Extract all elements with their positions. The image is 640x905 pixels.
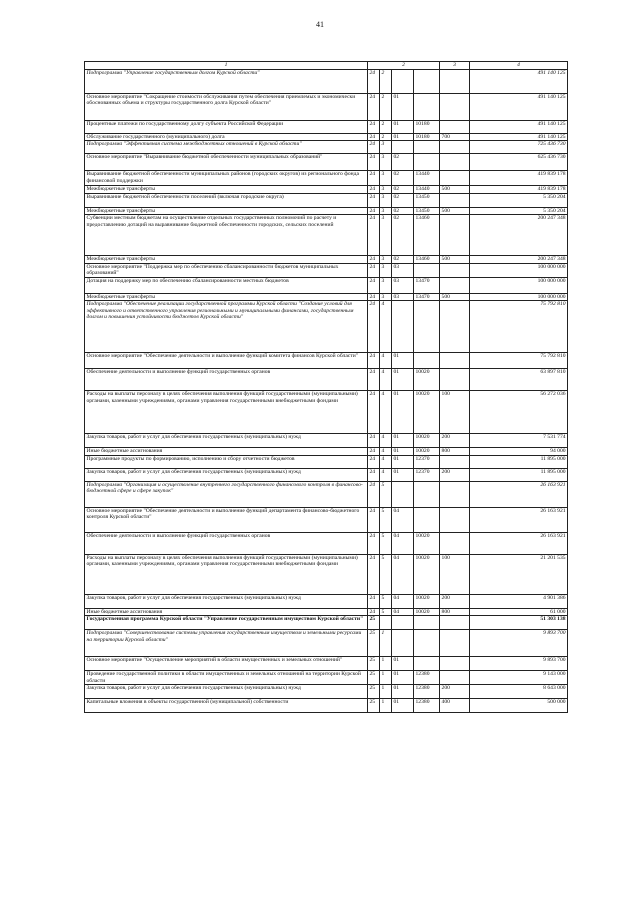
row-subprogram-code: 3: [380, 171, 392, 186]
row-name-cell: Закупка товаров, работ и услуг для обеспечения государственных (муниципальных) нужд: [85, 685, 368, 699]
row-sum-cell: 100 000 000: [470, 293, 568, 301]
row-name-cell: Межбюджетные трансферты: [85, 207, 368, 215]
row-subprogram-code: [380, 616, 392, 630]
row-sum-cell: 5 350 204: [470, 193, 568, 207]
page-number: 41: [316, 20, 324, 29]
row-name-cell: Основное мероприятие "Осуществление мероприятий в области имущественных и земельных отношений": [85, 657, 368, 671]
table-row: [85, 657, 568, 671]
row-expense-type-code: [440, 630, 470, 657]
table-row: [85, 93, 568, 120]
row-sum-cell: 94 000: [470, 448, 568, 456]
row-subprogram-code: 4: [380, 448, 392, 456]
row-sum-cell: 100 000 000: [470, 263, 568, 277]
row-program-code: 24: [368, 263, 380, 277]
row-program-code: 24: [368, 353, 380, 369]
table-row: [85, 193, 568, 207]
table-row: [85, 455, 568, 468]
row-direction-code: 01: [392, 685, 414, 699]
row-subprogram-code: 4: [380, 301, 392, 353]
table-row: [85, 532, 568, 554]
row-program-code: 24: [368, 171, 380, 186]
row-program-code: 25: [368, 630, 380, 657]
row-expense-code: 13460: [414, 256, 440, 264]
row-sum-cell: 419 839 178: [470, 186, 568, 194]
row-sum-cell: 8 643 000: [470, 685, 568, 699]
row-subprogram-code: 4: [380, 391, 392, 434]
row-sum-cell: 21 201 535: [470, 554, 568, 594]
row-expense-type-code: 200: [440, 434, 470, 448]
row-expense-type-code: [440, 263, 470, 277]
row-direction-code: 01: [392, 369, 414, 391]
table-row: [85, 616, 568, 630]
row-direction-code: 01: [392, 434, 414, 448]
row-subprogram-code: 5: [380, 481, 392, 507]
row-program-code: 25: [368, 657, 380, 671]
table-row: [85, 448, 568, 456]
row-sum-cell: 56 272 036: [470, 391, 568, 434]
row-name-cell: Закупка товаров, работ и услуг для обеспечения государственных (муниципальных) нужд: [85, 594, 368, 608]
table-row: [85, 671, 568, 685]
header-col-2: 2: [368, 62, 440, 70]
row-direction-code: 02: [392, 171, 414, 186]
row-direction-code: 01: [392, 448, 414, 456]
row-expense-type-code: 800: [440, 448, 470, 456]
row-direction-code: 03: [392, 293, 414, 301]
row-direction-code: 01: [392, 657, 414, 671]
row-sum-cell: 9 143 000: [470, 671, 568, 685]
row-expense-type-code: 500: [440, 256, 470, 264]
row-subprogram-code: 3: [380, 154, 392, 171]
row-expense-type-code: [440, 193, 470, 207]
row-expense-code: [414, 630, 440, 657]
row-sum-cell: 26 163 921: [470, 481, 568, 507]
table-row: [85, 133, 568, 141]
row-expense-type-code: [440, 120, 470, 133]
row-expense-type-code: [440, 507, 470, 532]
row-expense-code: 12370: [414, 468, 440, 481]
row-expense-type-code: 200: [440, 685, 470, 699]
row-direction-code: [392, 301, 414, 353]
row-program-code: 24: [368, 133, 380, 141]
row-direction-code: 01: [392, 353, 414, 369]
row-name-cell: Межбюджетные трансферты: [85, 186, 368, 194]
row-direction-code: 03: [392, 263, 414, 277]
row-expense-type-code: [440, 93, 470, 120]
row-subprogram-code: 4: [380, 468, 392, 481]
row-direction-code: 04: [392, 554, 414, 594]
row-direction-code: 01: [392, 699, 414, 713]
row-direction-code: [392, 69, 414, 93]
row-expense-type-code: [440, 532, 470, 554]
table-row: [85, 207, 568, 215]
row-sum-cell: 61 000: [470, 608, 568, 616]
row-subprogram-code: 5: [380, 507, 392, 532]
row-name-cell: Дотация на поддержку мер по обеспечению сбалансированности местных бюджетов: [85, 277, 368, 293]
table-row: [85, 293, 568, 301]
row-expense-code: 12370: [414, 455, 440, 468]
row-expense-type-code: [440, 141, 470, 154]
row-direction-code: 01: [392, 120, 414, 133]
row-program-code: 24: [368, 608, 380, 616]
row-expense-type-code: [440, 616, 470, 630]
row-subprogram-code: 3: [380, 193, 392, 207]
row-direction-code: 03: [392, 277, 414, 293]
row-name-cell: Капитальные вложения в объекты государственной (муниципальной) собственности: [85, 699, 368, 713]
row-name-cell: Программные продукты по формированию, исполнению и сбору отчетности бюджетов: [85, 455, 368, 468]
row-program-code: 24: [368, 468, 380, 481]
row-expense-code: 10180: [414, 120, 440, 133]
table-row: [85, 507, 568, 532]
row-expense-code: [414, 154, 440, 171]
row-name-cell: Подпрограмма "Организация и осуществление внутреннего государственного финансового контроля в финансово-бюджетной сфере и сфере закупок": [85, 481, 368, 507]
row-expense-code: 13470: [414, 293, 440, 301]
row-expense-code: 13440: [414, 186, 440, 194]
row-subprogram-code: 4: [380, 369, 392, 391]
row-expense-code: 10020: [414, 369, 440, 391]
row-subprogram-code: 1: [380, 657, 392, 671]
row-expense-code: 10180: [414, 133, 440, 141]
row-expense-type-code: 700: [440, 133, 470, 141]
row-expense-type-code: 200: [440, 594, 470, 608]
row-direction-code: [392, 616, 414, 630]
row-subprogram-code: 3: [380, 141, 392, 154]
row-program-code: 24: [368, 141, 380, 154]
table-row: [85, 391, 568, 434]
header-col-3: 3: [440, 62, 470, 70]
table-header-row: [85, 62, 568, 70]
row-expense-type-code: 100: [440, 391, 470, 434]
table-row: [85, 481, 568, 507]
row-name-cell: Проведение государственной политики в области имущественных и земельных отношений на территории Курской области: [85, 671, 368, 685]
table-row: [85, 630, 568, 657]
row-program-code: 25: [368, 699, 380, 713]
row-expense-code: 12380: [414, 699, 440, 713]
row-name-cell: Межбюджетные трансферты: [85, 256, 368, 264]
row-name-cell: Иные бюджетные ассигнования: [85, 608, 368, 616]
row-expense-code: 13470: [414, 277, 440, 293]
row-expense-code: [414, 93, 440, 120]
row-subprogram-code: 4: [380, 455, 392, 468]
table-row: [85, 263, 568, 277]
row-sum-cell: 200 247 348: [470, 215, 568, 256]
row-name-cell: Основное мероприятие "Поддержка мер по обеспечению сбалансированности бюджетов муниципальных образований": [85, 263, 368, 277]
table-row: [85, 369, 568, 391]
row-name-cell: Процентные платежи по государственному долгу субъекта Российской Федерации: [85, 120, 368, 133]
row-name-cell: Расходы на выплаты персоналу в целях обеспечения выполнения функций государственными (муниципальными) органами, казенными учреждениями, органами управления государственными внебюджетными фондами: [85, 391, 368, 434]
row-subprogram-code: 2: [380, 133, 392, 141]
row-subprogram-code: 4: [380, 353, 392, 369]
row-sum-cell: 491 140 125: [470, 93, 568, 120]
row-expense-code: 13440: [414, 171, 440, 186]
row-expense-type-code: [440, 657, 470, 671]
row-sum-cell: 75 792 810: [470, 353, 568, 369]
row-subprogram-code: 3: [380, 215, 392, 256]
table-row: [85, 120, 568, 133]
row-expense-type-code: [440, 69, 470, 93]
row-sum-cell: 26 163 921: [470, 532, 568, 554]
table-row: [85, 277, 568, 293]
row-expense-code: 10020: [414, 434, 440, 448]
row-expense-code: 13460: [414, 215, 440, 256]
row-program-code: 24: [368, 434, 380, 448]
row-subprogram-code: 5: [380, 554, 392, 594]
row-expense-type-code: 100: [440, 554, 470, 594]
row-program-code: 25: [368, 616, 380, 630]
row-subprogram-code: 5: [380, 532, 392, 554]
row-subprogram-code: 3: [380, 256, 392, 264]
row-direction-code: [392, 141, 414, 154]
row-sum-cell: 100 000 000: [470, 277, 568, 293]
row-sum-cell: 11 895 000: [470, 468, 568, 481]
row-program-code: 24: [368, 481, 380, 507]
row-sum-cell: 7 531 774: [470, 434, 568, 448]
row-sum-cell: 5 350 204: [470, 207, 568, 215]
row-program-code: 25: [368, 685, 380, 699]
row-name-cell: Выравнивание бюджетной обеспеченности поселений (включая городские округа): [85, 193, 368, 207]
row-program-code: 24: [368, 455, 380, 468]
row-expense-type-code: [440, 215, 470, 256]
table-row: [85, 685, 568, 699]
row-sum-cell: 491 140 125: [470, 133, 568, 141]
row-program-code: 24: [368, 594, 380, 608]
row-direction-code: [392, 481, 414, 507]
table-row: [85, 608, 568, 616]
row-expense-type-code: [440, 369, 470, 391]
table-row: [85, 171, 568, 186]
table-row: [85, 141, 568, 154]
row-program-code: 24: [368, 207, 380, 215]
row-subprogram-code: 5: [380, 608, 392, 616]
row-subprogram-code: 1: [380, 671, 392, 685]
row-subprogram-code: 3: [380, 263, 392, 277]
row-direction-code: 04: [392, 594, 414, 608]
table-row: [85, 699, 568, 713]
row-expense-code: [414, 481, 440, 507]
row-expense-type-code: [440, 455, 470, 468]
row-sum-cell: 500 000: [470, 699, 568, 713]
row-name-cell: Выравнивание бюджетной обеспеченности муниципальных районов (городских округов) из регионального фонда финансовой поддержки: [85, 171, 368, 186]
row-name-cell: Основное мероприятие "Обеспечение деятельности и выполнение функций департамента финансово-бюджетного контроля Курской области": [85, 507, 368, 532]
row-sum-cell: 4 901 386: [470, 594, 568, 608]
table-row: [85, 69, 568, 93]
row-sum-cell: 51 303 138: [470, 616, 568, 630]
row-expense-type-code: 500: [440, 293, 470, 301]
row-program-code: 24: [368, 532, 380, 554]
row-name-cell: Основное мероприятие "Выравнивание бюджетной обеспеченности муниципальных образований": [85, 154, 368, 171]
row-expense-type-code: [440, 301, 470, 353]
row-expense-code: 10020: [414, 608, 440, 616]
row-subprogram-code: 3: [380, 186, 392, 194]
row-expense-code: [414, 301, 440, 353]
row-subprogram-code: 5: [380, 594, 392, 608]
row-subprogram-code: 2: [380, 120, 392, 133]
row-sum-cell: 11 895 000: [470, 455, 568, 468]
table-row: [85, 301, 568, 353]
table-body: [85, 69, 568, 713]
row-expense-code: 12380: [414, 685, 440, 699]
row-name-cell: Обеспечение деятельности и выполнение функций государственных органов: [85, 532, 368, 554]
row-sum-cell: 63 897 810: [470, 369, 568, 391]
row-program-code: 24: [368, 277, 380, 293]
row-program-code: 24: [368, 293, 380, 301]
row-program-code: 24: [368, 391, 380, 434]
row-expense-code: [414, 141, 440, 154]
row-direction-code: 01: [392, 133, 414, 141]
row-name-cell: Подпрограмма "Совершенствование системы управления государственным имуществом и земельными ресурсами на территории Курской области": [85, 630, 368, 657]
row-sum-cell: 9 893 700: [470, 657, 568, 671]
table-row: [85, 186, 568, 194]
table-row: [85, 434, 568, 448]
row-name-cell: Подпрограмма "Обеспечение реализации государственной программы Курской области "Создание условий для эффективного и ответственного управления региональными и муниципальными финансами, государственным долгом и повышения устойчивости бюджетов Курской области": [85, 301, 368, 353]
row-subprogram-code: 3: [380, 293, 392, 301]
row-program-code: 24: [368, 120, 380, 133]
row-direction-code: 04: [392, 507, 414, 532]
table-row: [85, 154, 568, 171]
row-expense-type-code: 500: [440, 207, 470, 215]
table-row: [85, 468, 568, 481]
row-expense-type-code: 800: [440, 608, 470, 616]
row-name-cell: Подпрограмма "Эффективная система межбюджетных отношений в Курской области": [85, 141, 368, 154]
row-expense-code: 10020: [414, 391, 440, 434]
row-name-cell: Закупка товаров, работ и услуг для обеспечения государственных (муниципальных) нужд: [85, 434, 368, 448]
row-expense-code: [414, 657, 440, 671]
row-direction-code: 01: [392, 671, 414, 685]
row-name-cell: Обслуживание государственного (муниципального) долга: [85, 133, 368, 141]
row-expense-code: [414, 616, 440, 630]
table-row: [85, 554, 568, 594]
row-expense-type-code: [440, 671, 470, 685]
row-subprogram-code: 1: [380, 699, 392, 713]
row-name-cell: Основное мероприятие "Обеспечение деятельности и выполнение функций комитета финансов Курской области": [85, 353, 368, 369]
row-subprogram-code: 4: [380, 434, 392, 448]
row-program-code: 24: [368, 193, 380, 207]
row-name-cell: Обеспечение деятельности и выполнение функций государственных органов: [85, 369, 368, 391]
row-program-code: 24: [368, 154, 380, 171]
row-name-cell: Иные бюджетные ассигнования: [85, 448, 368, 456]
row-expense-code: 10020: [414, 448, 440, 456]
row-expense-code: [414, 263, 440, 277]
row-direction-code: 02: [392, 154, 414, 171]
row-sum-cell: 725 436 730: [470, 141, 568, 154]
row-expense-code: 12380: [414, 671, 440, 685]
table-row: [85, 215, 568, 256]
row-name-cell: Основное мероприятие "Сокращение стоимости обслуживания путем обеспечения приемлемых и экономически обоснованных объема и структуры государственного долга Курской области": [85, 93, 368, 120]
row-name-cell: Закупка товаров, работ и услуг для обеспечения государственных (муниципальных) нужд: [85, 468, 368, 481]
row-expense-type-code: 200: [440, 468, 470, 481]
row-direction-code: 02: [392, 193, 414, 207]
row-direction-code: 02: [392, 186, 414, 194]
row-direction-code: 02: [392, 215, 414, 256]
row-expense-code: [414, 507, 440, 532]
row-program-code: 24: [368, 369, 380, 391]
budget-table: [84, 61, 568, 713]
row-sum-cell: 491 140 125: [470, 69, 568, 93]
row-subprogram-code: 3: [380, 207, 392, 215]
row-program-code: 24: [368, 215, 380, 256]
row-direction-code: 01: [392, 93, 414, 120]
row-name-cell: Субвенции местным бюджетам на осуществление отдельных государственных полномочий по расчету и предоставлению дотаций на выравнивание бюджетной обеспеченности городских, сельских поселений: [85, 215, 368, 256]
row-program-code: 24: [368, 507, 380, 532]
row-name-cell: Подпрограмма "Управление государственным долгом Курской области": [85, 69, 368, 93]
row-subprogram-code: 1: [380, 630, 392, 657]
row-expense-type-code: [440, 481, 470, 507]
row-sum-cell: 75 792 810: [470, 301, 568, 353]
row-program-code: 24: [368, 69, 380, 93]
row-sum-cell: 26 163 921: [470, 507, 568, 532]
row-direction-code: 04: [392, 532, 414, 554]
row-sum-cell: 625 436 730: [470, 154, 568, 171]
row-subprogram-code: 1: [380, 685, 392, 699]
table-row: [85, 256, 568, 264]
table-row: [85, 353, 568, 369]
row-program-code: 24: [368, 448, 380, 456]
row-direction-code: 04: [392, 608, 414, 616]
row-direction-code: 02: [392, 207, 414, 215]
row-subprogram-code: 3: [380, 277, 392, 293]
table-row: [85, 594, 568, 608]
row-program-code: 25: [368, 671, 380, 685]
header-col-1: 1: [85, 62, 368, 70]
row-expense-type-code: 500: [440, 186, 470, 194]
row-program-code: 24: [368, 301, 380, 353]
row-expense-type-code: [440, 171, 470, 186]
row-sum-cell: 491 140 125: [470, 120, 568, 133]
row-direction-code: 01: [392, 391, 414, 434]
row-program-code: 24: [368, 186, 380, 194]
row-name-cell: Государственная программа Курской области "Управление государственным имуществом Курской области": [85, 616, 368, 630]
row-program-code: 24: [368, 93, 380, 120]
row-expense-code: 13450: [414, 193, 440, 207]
row-subprogram-code: 2: [380, 69, 392, 93]
row-direction-code: 01: [392, 455, 414, 468]
row-program-code: 24: [368, 554, 380, 594]
row-program-code: 24: [368, 256, 380, 264]
header-col-4: 4: [470, 62, 568, 70]
row-expense-code: 10020: [414, 594, 440, 608]
row-expense-code: 13450: [414, 207, 440, 215]
row-sum-cell: 200 247 348: [470, 256, 568, 264]
row-expense-type-code: [440, 277, 470, 293]
row-direction-code: [392, 630, 414, 657]
row-sum-cell: 419 839 178: [470, 171, 568, 186]
row-subprogram-code: 2: [380, 93, 392, 120]
row-expense-type-code: [440, 353, 470, 369]
row-direction-code: 01: [392, 468, 414, 481]
row-expense-type-code: 400: [440, 699, 470, 713]
row-name-cell: Расходы на выплаты персоналу в целях обеспечения выполнения функций государственными (муниципальными) органами, казенными учреждениями, органами управления государственными внебюджетными фондами: [85, 554, 368, 594]
row-expense-code: 10020: [414, 554, 440, 594]
row-expense-code: [414, 69, 440, 93]
row-sum-cell: 9 893 700: [470, 630, 568, 657]
row-expense-code: 10020: [414, 532, 440, 554]
row-direction-code: 02: [392, 256, 414, 264]
row-name-cell: Межбюджетные трансферты: [85, 293, 368, 301]
row-expense-code: [414, 353, 440, 369]
row-expense-type-code: [440, 154, 470, 171]
